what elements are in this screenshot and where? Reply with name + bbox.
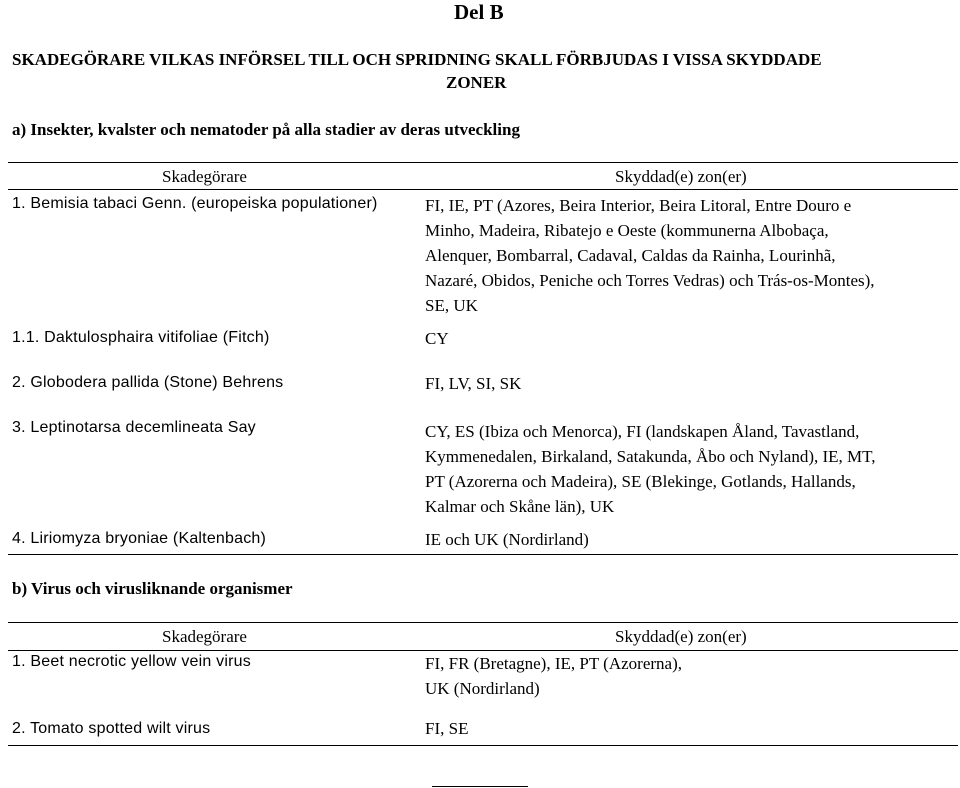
section-a-col-pest-header: Skadegörare [162,167,247,186]
section-b-col-pest-header: Skadegörare [162,627,247,646]
section-b-top-rule [8,622,958,623]
pest-row-1-1: 1.1. Daktulosphaira vitifoliae (Fitch) [12,329,270,346]
zone-row-3: CY, ES (Ibiza och Menorca), FI (landskapen Åland, Tavastland, Kymmenedalen, Birkaland, Satakunda, Åbo och Nyland), IE, MT, PT (Azorerna och Madeira), SE (Blekinge, Gotlands, Hallands, Kalmar och Skåne län), UK [425,422,876,516]
zone-row-1: FI, IE, PT (Azores, Beira Interior, Beira Litoral, Entre Douro e Minho, Madeira, Ribatejo e Oeste (kommunerna Albobaça, Alenquer, Bombarral, Cadaval, Caldas da Rainha, Lourinhã, Nazaré, Obidos, Peniche och Torres Vedras) och Trás-os-Montes), SE, UK [425,196,875,315]
virus-row-2: 2. Tomato spotted wilt virus [12,720,211,737]
section-b-col-zone-header: Skyddad(e) zon(er) [615,627,747,646]
pest-row-2: 2. Globodera pallida (Stone) Behrens [12,374,284,391]
virus-zone-row-2: FI, SE [425,719,469,738]
section-b-title: b) Virus och virusliknande organismer [12,579,293,598]
virus-zone-row-1: FI, FR (Bretagne), IE, PT (Azorerna), UK (Nordirland) [425,654,682,698]
pest-row-1: 1. Bemisia tabaci Genn. (europeiska populationer) [12,195,378,212]
zone-row-2: FI, LV, SI, SK [425,374,522,393]
end-rule [432,786,528,787]
section-a-top-rule [8,162,958,163]
zone-row-4: IE och UK (Nordirland) [425,530,589,549]
virus-row-1: 1. Beet necrotic yellow vein virus [12,653,251,670]
section-a-title: a) Insekter, kvalster och nematoder på alla stadier av deras utveckling [12,120,520,139]
title-line-2: ZONER [446,73,507,92]
section-a-bottom-rule [8,554,958,555]
zone-row-1-1: CY [425,329,449,348]
title-line-1: SKADEGÖRARE VILKAS INFÖRSEL TILL OCH SPRIDNING SKALL FÖRBJUDAS I VISSA SKYDDADE [12,50,822,69]
pest-row-4: 4. Liriomyza bryoniae (Kaltenbach) [12,530,267,547]
pest-row-3: 3. Leptinotarsa decemlineata Say [12,419,256,436]
section-a-header-rule [8,189,958,190]
section-b-bottom-rule [8,745,958,746]
page-heading: Del B [454,0,504,24]
section-a-col-zone-header: Skyddad(e) zon(er) [615,167,747,186]
